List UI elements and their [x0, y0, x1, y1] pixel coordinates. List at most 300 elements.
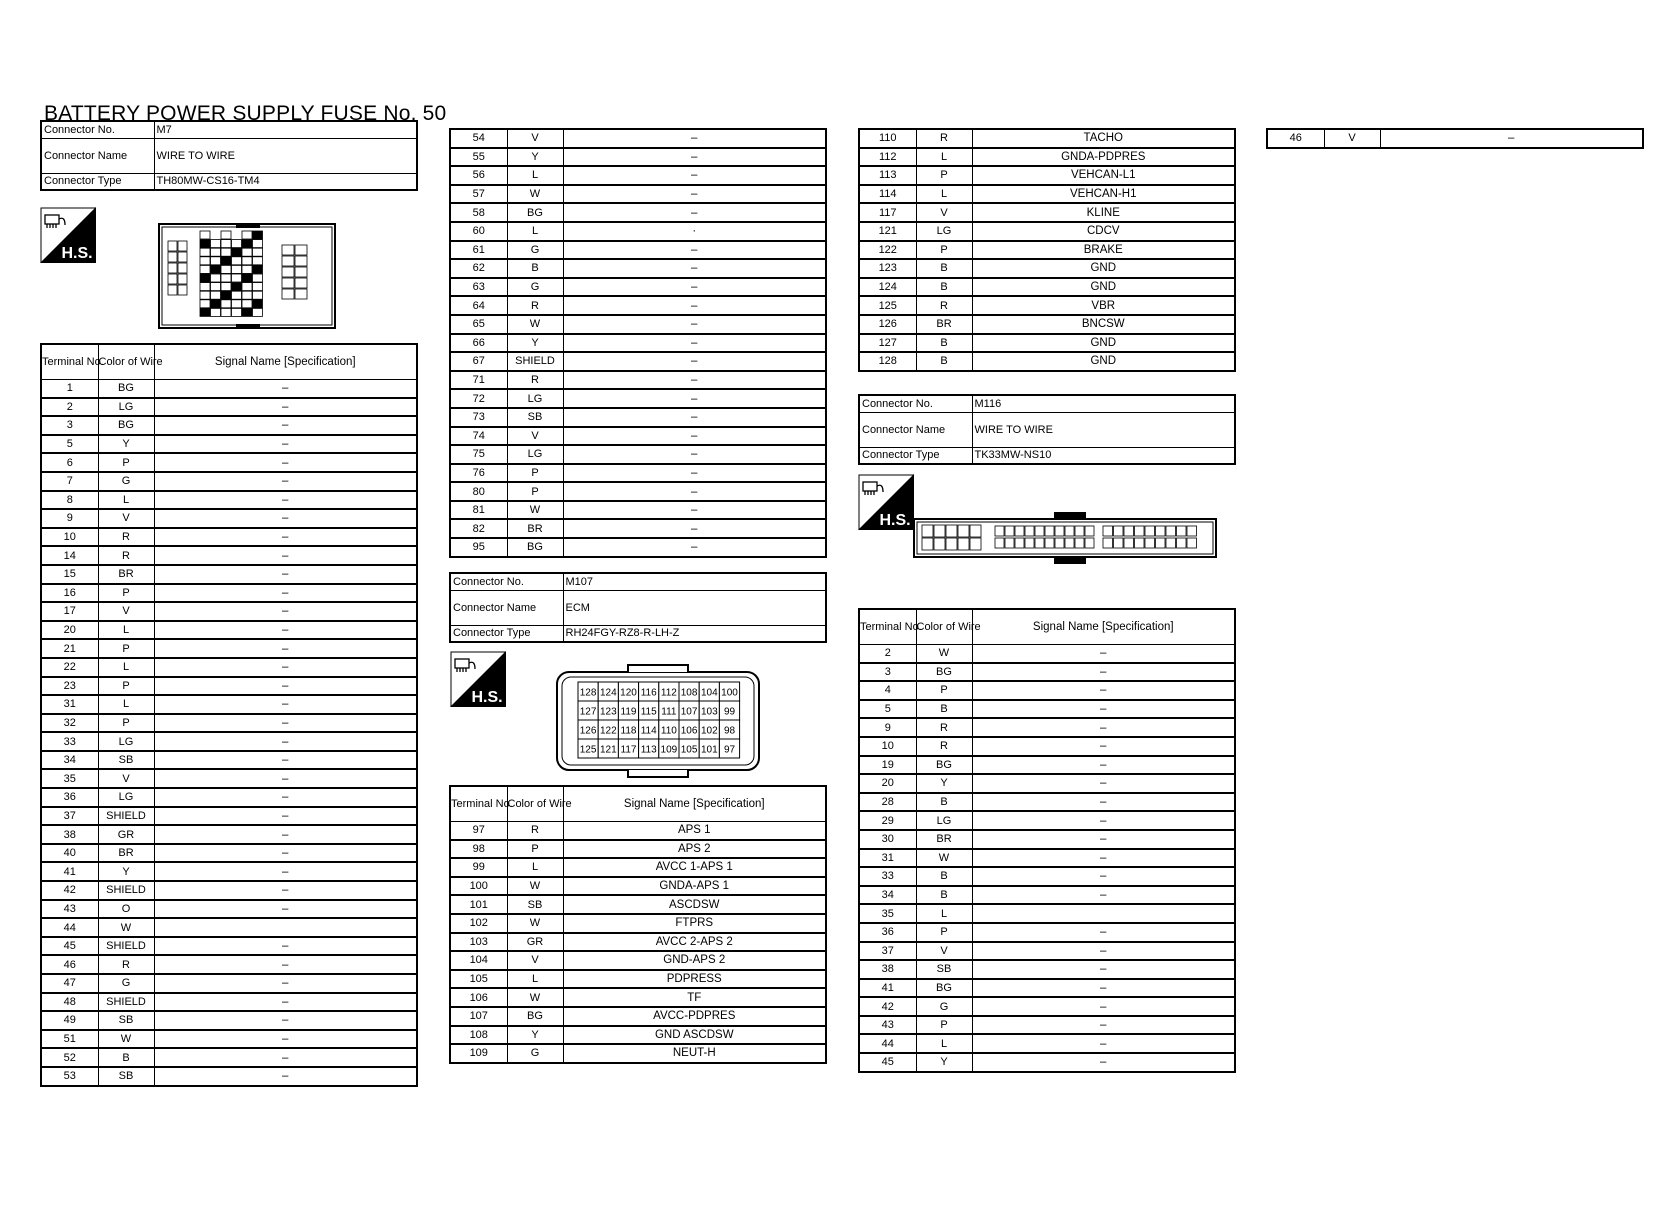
connector-pin	[200, 274, 210, 282]
terminal-no-cell: 67	[450, 352, 507, 371]
terminal-no-cell: 45	[41, 937, 98, 956]
wire-color-cell: G	[916, 997, 972, 1016]
connector-pin	[1114, 538, 1124, 548]
connector-pin-label: 102	[700, 725, 718, 737]
terminal-no-cell: 22	[41, 658, 98, 677]
terminal-no-cell: 114	[859, 185, 916, 204]
table-row	[450, 988, 826, 1007]
table-row	[41, 416, 417, 435]
table-row	[41, 398, 417, 417]
terminal-no-cell: 62	[450, 259, 507, 278]
table-row	[41, 751, 417, 770]
signal-name-cell: –	[972, 774, 1235, 793]
terminal-no-cell: 17	[41, 602, 98, 621]
terminal-no-cell: 3	[859, 663, 916, 682]
connector-pin	[221, 283, 231, 291]
wire-color-cell: BG	[916, 979, 972, 998]
wire-color-cell: Y	[916, 1053, 972, 1072]
connector-pin	[1156, 526, 1166, 536]
connector-pin	[253, 300, 263, 308]
terminal-no-cell: 110	[859, 129, 916, 148]
signal-name-cell: APS 2	[563, 840, 826, 859]
connector-pin	[946, 525, 957, 537]
m116-connector-no: M116	[972, 395, 1235, 412]
table-row	[41, 677, 417, 696]
connector-pin	[178, 285, 187, 295]
table-row	[859, 700, 1235, 719]
signal-name-cell: –	[154, 862, 417, 881]
connector-pin	[253, 291, 263, 299]
connector-pin	[1187, 538, 1197, 548]
signal-name-cell: –	[563, 166, 826, 185]
connector-pin	[232, 300, 242, 308]
signal-name-cell: –	[563, 501, 826, 520]
connector-pin	[970, 525, 981, 537]
connector-pin	[1055, 526, 1064, 536]
wire-color-cell: P	[507, 482, 563, 501]
connector-pin-label: 113	[640, 744, 657, 756]
connector-pin	[1156, 538, 1166, 548]
table-row	[450, 895, 826, 914]
wire-color-cell: B	[916, 352, 972, 371]
m107-connector-info	[449, 572, 827, 643]
wire-color-cell: L	[98, 695, 154, 714]
table-row	[859, 942, 1235, 961]
signal-name-cell: –	[563, 203, 826, 222]
signal-name-cell: –	[563, 259, 826, 278]
connector-pin	[253, 283, 263, 291]
signal-name-cell: ASCDSW	[563, 895, 826, 914]
signal-name-cell: –	[154, 658, 417, 677]
wire-color-cell: B	[916, 793, 972, 812]
connector-pin	[253, 248, 263, 256]
connector-pin	[242, 257, 252, 265]
terminal-no-cell: 30	[859, 830, 916, 849]
wire-color-cell: B	[916, 334, 972, 353]
connector-pin	[282, 278, 294, 288]
connector-pin	[1085, 526, 1094, 536]
table-row	[859, 1053, 1235, 1072]
connector-pin	[221, 240, 231, 248]
connector-pin-label: 123	[599, 706, 617, 718]
connector-pin	[211, 283, 221, 291]
connector-pin-label: 98	[723, 725, 736, 737]
signal-name-cell: GNDA-APS 1	[563, 877, 826, 896]
table-row	[859, 185, 1235, 204]
signal-name-cell: –	[154, 528, 417, 547]
connector-pin	[200, 291, 210, 299]
wire-color-cell: R	[507, 822, 563, 840]
table-row	[450, 1044, 826, 1063]
signal-name-cell: –	[563, 296, 826, 315]
signal-name-cell: –	[154, 453, 417, 472]
signal-name-cell: –	[154, 602, 417, 621]
wire-color-cell: P	[916, 1016, 972, 1035]
connector-pin	[232, 257, 242, 265]
wire-color-cell: B	[916, 278, 972, 297]
terminal-no-cell: 95	[450, 538, 507, 557]
wire-color-cell: SB	[916, 960, 972, 979]
table-row	[450, 914, 826, 933]
terminal-no-cell: 100	[450, 877, 507, 896]
connector-pin	[211, 257, 221, 265]
signal-name-cell: –	[563, 464, 826, 483]
terminal-no-cell: 35	[41, 769, 98, 788]
connector-pin	[200, 240, 210, 248]
connector-pin	[211, 308, 221, 316]
m107-terminal-table-continued	[858, 128, 1236, 372]
signal-name-cell: –	[154, 639, 417, 658]
wire-color-cell: V	[98, 602, 154, 621]
signal-name-cell: GND	[972, 278, 1235, 297]
table-row	[450, 352, 826, 371]
connector-pin	[295, 256, 307, 266]
terminal-no-cell: 54	[450, 129, 507, 148]
signal-name-cell: –	[154, 695, 417, 714]
table-row	[450, 259, 826, 278]
connector-pin	[253, 274, 263, 282]
signal-name-cell: –	[154, 380, 417, 398]
terminal-no-cell: 6	[41, 453, 98, 472]
table-row	[41, 584, 417, 603]
wire-color-cell: SHIELD	[98, 807, 154, 826]
table-row	[859, 315, 1235, 334]
table-row	[450, 241, 826, 260]
wire-color-cell: BR	[98, 565, 154, 584]
table-row	[41, 1067, 417, 1086]
wire-color-cell: BG	[507, 203, 563, 222]
signal-name-cell: GND	[972, 334, 1235, 353]
connector-pin	[168, 285, 177, 295]
connector-pin	[958, 525, 969, 537]
terminal-no-cell: 43	[41, 900, 98, 919]
signal-name-cell: TF	[563, 988, 826, 1007]
signal-name-cell: –	[154, 974, 417, 993]
wire-color-cell: G	[98, 472, 154, 491]
connector-pin-label: 114	[640, 725, 657, 737]
wire-color-cell: W	[916, 849, 972, 868]
terminal-no-cell: 44	[41, 918, 98, 937]
connector-pin	[221, 308, 231, 316]
terminal-no-cell: 31	[859, 849, 916, 868]
connector-pin	[232, 248, 242, 256]
connector-pin	[922, 538, 933, 550]
table-row	[450, 278, 826, 297]
signal-name-cell: –	[154, 807, 417, 826]
terminal-no-cell: 35	[859, 904, 916, 923]
wire-color-cell: W	[916, 645, 972, 663]
m107-terminal-table	[449, 785, 827, 1064]
table-row	[859, 129, 1235, 148]
table-row	[450, 877, 826, 896]
signal-name-cell: –	[972, 867, 1235, 886]
table-row	[41, 658, 417, 677]
signal-name-cell: –	[972, 997, 1235, 1016]
connector-pin	[1114, 526, 1124, 536]
wire-color-cell: Y	[98, 435, 154, 454]
connector-pin-label: 120	[620, 687, 637, 699]
signal-name-cell: –	[972, 979, 1235, 998]
wire-color-cell: LG	[98, 732, 154, 751]
color-of-wire-header: Color of Wire	[98, 344, 154, 380]
table-row	[41, 435, 417, 454]
connector-pin-label: 101	[700, 744, 718, 756]
connector-pin	[221, 257, 231, 265]
connector-type-label: Connector Type	[450, 625, 563, 642]
signal-name-cell: –	[563, 148, 826, 167]
page-title: BATTERY POWER SUPPLY FUSE No. 50	[44, 102, 447, 125]
terminal-no-cell: 47	[41, 974, 98, 993]
connector-pin	[242, 291, 252, 299]
table-row	[450, 148, 826, 167]
table-row	[41, 453, 417, 472]
signal-name-cell: –	[154, 751, 417, 770]
signal-name-cell: –	[154, 584, 417, 603]
wire-color-cell: P	[98, 677, 154, 696]
table-row	[859, 756, 1235, 775]
connector-pin-label: 122	[599, 725, 617, 737]
terminal-no-cell: 103	[450, 933, 507, 952]
table-row	[41, 621, 417, 640]
wire-color-cell: SHIELD	[98, 881, 154, 900]
connector-pin	[1085, 538, 1094, 548]
connector-pin	[1035, 538, 1044, 548]
wire-color-cell: BR	[98, 844, 154, 863]
table-row	[859, 774, 1235, 793]
connector-pin	[242, 240, 252, 248]
wire-color-cell: LG	[916, 222, 972, 241]
table-row	[41, 565, 417, 584]
signal-name-cell: –	[563, 241, 826, 260]
signal-name-cell: –	[154, 714, 417, 733]
table-row	[450, 222, 826, 241]
connector-pin	[970, 538, 981, 550]
terminal-no-cell: 99	[450, 858, 507, 877]
table-row	[859, 811, 1235, 830]
table-row	[41, 937, 417, 956]
connector-no-label: Connector No.	[859, 395, 972, 412]
table-row	[450, 951, 826, 970]
wire-color-cell: B	[916, 700, 972, 719]
terminal-no-cell: 117	[859, 203, 916, 222]
wire-color-cell: W	[507, 315, 563, 334]
table-row	[41, 788, 417, 807]
connector-pin-label: 126	[579, 725, 597, 737]
terminal-no-cell: 44	[859, 1034, 916, 1053]
table-row	[41, 955, 417, 974]
wire-color-cell: W	[507, 501, 563, 520]
table-row	[859, 241, 1235, 260]
table-row	[41, 639, 417, 658]
wire-color-cell: P	[507, 464, 563, 483]
connector-pin-label: 100	[721, 687, 738, 699]
wire-color-cell: SHIELD	[507, 352, 563, 371]
wire-color-cell: O	[98, 900, 154, 919]
table-row	[450, 970, 826, 989]
connector-pin	[1135, 538, 1145, 548]
terminal-no-cell: 23	[41, 677, 98, 696]
terminal-no-cell: 10	[41, 528, 98, 547]
table-row	[450, 501, 826, 520]
table-row	[450, 822, 826, 840]
terminal-no-cell: 73	[450, 408, 507, 427]
terminal-no-cell: 98	[450, 840, 507, 859]
hs-label: H.S.	[471, 689, 503, 706]
terminal-no-cell: 113	[859, 166, 916, 185]
terminal-no-cell: 49	[41, 1011, 98, 1030]
signal-name-cell: –	[563, 389, 826, 408]
signal-name-cell: –	[563, 482, 826, 501]
wire-color-cell: W	[98, 918, 154, 937]
signal-name-cell: –	[563, 185, 826, 204]
table-row	[450, 185, 826, 204]
m7-connector-face-diagram	[158, 223, 336, 329]
connector-pin	[1187, 526, 1197, 536]
connector-type-label: Connector Type	[859, 447, 972, 464]
signal-name-header: Signal Name [Specification]	[972, 609, 1235, 645]
terminal-no-cell: 37	[859, 942, 916, 961]
connector-pin	[211, 300, 221, 308]
connector-pin	[1005, 526, 1014, 536]
signal-name-cell: TACHO	[972, 129, 1235, 148]
terminal-no-cell: 40	[41, 844, 98, 863]
signal-name-cell: –	[154, 435, 417, 454]
table-row	[41, 472, 417, 491]
table-row	[859, 222, 1235, 241]
connector-pin	[1166, 526, 1176, 536]
connector-name-label: Connector Name	[41, 138, 154, 173]
table-row	[450, 1007, 826, 1026]
signal-name-cell: GND	[972, 352, 1235, 371]
m107-connector-face-diagram	[556, 663, 760, 779]
signal-name-cell: –	[972, 645, 1235, 663]
terminal-no-cell: 3	[41, 416, 98, 435]
terminal-no-cell: 37	[41, 807, 98, 826]
signal-name-cell: –	[154, 1048, 417, 1067]
wire-color-cell: V	[507, 951, 563, 970]
terminal-no-cell: 32	[41, 714, 98, 733]
connector-pin	[1177, 538, 1187, 548]
signal-name-cell: –	[154, 900, 417, 919]
connector-pin	[168, 241, 177, 251]
signal-name-cell: –	[154, 509, 417, 528]
terminal-no-cell: 9	[41, 509, 98, 528]
wire-color-cell: L	[98, 658, 154, 677]
connector-pin-label: 106	[680, 725, 698, 737]
wire-color-cell: P	[98, 714, 154, 733]
table-row	[41, 1030, 417, 1049]
signal-name-cell: AVCC 1-APS 1	[563, 858, 826, 877]
table-row	[859, 997, 1235, 1016]
m107-connector-no: M107	[563, 573, 826, 590]
table-row	[859, 1016, 1235, 1035]
terminal-no-cell: 15	[41, 565, 98, 584]
signal-name-cell: –	[972, 923, 1235, 942]
terminal-no-cell: 43	[859, 1016, 916, 1035]
connector-pin	[1015, 526, 1024, 536]
terminal-no-cell: 65	[450, 315, 507, 334]
connector-pin	[282, 256, 294, 266]
connector-pin	[1075, 538, 1084, 548]
wire-color-cell: LG	[916, 811, 972, 830]
m7-connector-name: WIRE TO WIRE	[154, 138, 417, 173]
connector-pin	[922, 525, 933, 537]
signal-name-cell: –	[154, 955, 417, 974]
terminal-no-cell: 63	[450, 278, 507, 297]
terminal-no-cell: 97	[450, 822, 507, 840]
table-row	[41, 732, 417, 751]
table-row	[859, 867, 1235, 886]
terminal-no-cell: 9	[859, 718, 916, 737]
connector-pin	[1025, 526, 1034, 536]
table-row	[450, 445, 826, 464]
connector-pin-label: 115	[640, 706, 657, 718]
terminal-no-cell: 80	[450, 482, 507, 501]
signal-name-cell: –	[563, 519, 826, 538]
wire-color-cell: SHIELD	[98, 993, 154, 1012]
signal-name-cell: –	[563, 538, 826, 557]
connector-pin-label: 109	[660, 744, 678, 756]
signal-name-cell: –	[154, 491, 417, 510]
table-row	[859, 334, 1235, 353]
table-row	[41, 993, 417, 1012]
wire-color-cell: Y	[507, 148, 563, 167]
connector-pin	[934, 525, 945, 537]
connector-pin	[995, 538, 1004, 548]
terminal-no-header: Terminal No.	[41, 344, 98, 380]
wire-color-cell: R	[916, 737, 972, 756]
signal-name-cell: APS 1	[563, 822, 826, 840]
wire-color-cell: LG	[507, 445, 563, 464]
signal-name-cell: –	[154, 844, 417, 863]
wire-color-cell: Y	[98, 862, 154, 881]
wire-color-cell: L	[916, 148, 972, 167]
connector-pin	[1166, 538, 1176, 548]
wire-color-cell: L	[507, 222, 563, 241]
wire-color-cell: P	[98, 584, 154, 603]
wire-color-cell: V	[916, 203, 972, 222]
signal-name-cell: –	[563, 371, 826, 390]
table-row	[450, 538, 826, 557]
signal-name-cell: –	[154, 732, 417, 751]
wire-color-cell: Y	[916, 774, 972, 793]
table-row	[450, 933, 826, 952]
connector-pin	[1103, 526, 1113, 536]
terminal-no-cell: 7	[41, 472, 98, 491]
connector-pin-label: 119	[620, 706, 637, 718]
wire-color-cell: BG	[98, 380, 154, 398]
connector-pin	[253, 231, 263, 239]
connector-pin	[253, 257, 263, 265]
table-row	[859, 793, 1235, 812]
connector-pin	[221, 248, 231, 256]
signal-name-cell: –	[972, 942, 1235, 961]
table-row	[450, 408, 826, 427]
wire-color-cell: L	[916, 1034, 972, 1053]
terminal-no-cell: 61	[450, 241, 507, 260]
table-row	[450, 840, 826, 859]
signal-name-cell: –	[972, 663, 1235, 682]
terminal-no-cell: 127	[859, 334, 916, 353]
terminal-no-cell: 41	[41, 862, 98, 881]
connector-pin	[221, 274, 231, 282]
wire-color-cell: SB	[98, 751, 154, 770]
table-row	[450, 519, 826, 538]
table-row	[450, 166, 826, 185]
terminal-no-cell: 105	[450, 970, 507, 989]
wire-color-cell: BG	[916, 663, 972, 682]
signal-name-cell: –	[154, 472, 417, 491]
